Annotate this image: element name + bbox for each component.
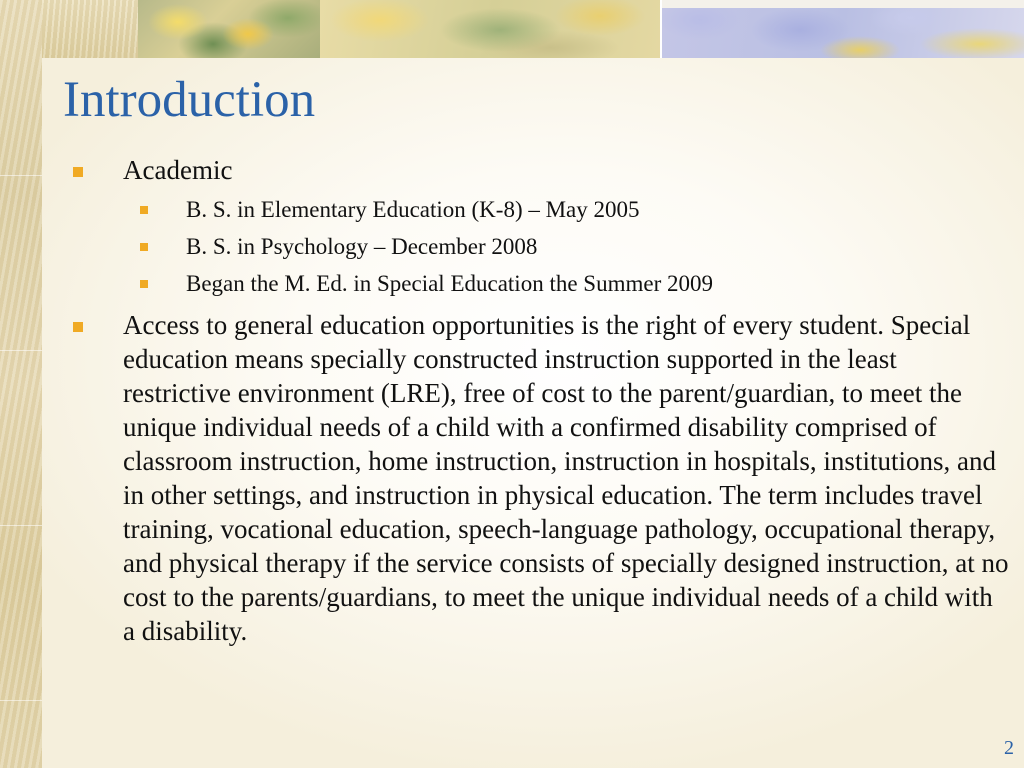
bullet-text: Access to general education opportunities is the right of every student. Special education means specially constructed instruction supported in the least restrictive environment (LRE), free of cost to the parent/guardian, to meet the unique individual needs of a child with a confirmed disability comprised of classroom instruction, home instruction, instruction in hospitals, institutions, and in other settings, and instruction in physical education. The term includes travel training, vocational education, speech-language pathology, occupational therapy, and physical therapy if the service consists of specially designed instruction, at no cost to the parents/guardians, to meet the unique individual needs of a child with a disability. xyxy=(123,310,1009,646)
square-bullet-icon xyxy=(140,280,148,288)
sub-bullet-item xyxy=(123,265,1010,302)
header-flower-image xyxy=(320,0,660,58)
sub-bullet-list xyxy=(123,191,1010,302)
sub-bullet-text: B. S. in Elementary Education (K-8) – May 2005 xyxy=(186,197,640,222)
square-bullet-icon xyxy=(73,167,83,177)
sub-bullet-text: Began the M. Ed. in Special Education the Summer 2009 xyxy=(186,271,713,296)
strip-divider xyxy=(0,700,42,701)
header-flower-image xyxy=(138,0,320,58)
header-decor-edge xyxy=(660,0,1024,8)
header-decor-panel xyxy=(42,0,138,58)
slide-title: Introduction xyxy=(63,72,316,128)
strip-divider xyxy=(0,175,42,176)
sub-bullet-item xyxy=(123,191,1010,228)
sub-bullet-item xyxy=(123,228,1010,265)
page-number: 2 xyxy=(1004,737,1014,759)
sub-bullet-text: B. S. in Psychology – December 2008 xyxy=(186,234,538,259)
bullet-item xyxy=(70,153,1010,302)
square-bullet-icon xyxy=(140,206,148,214)
bullet-list xyxy=(70,153,1010,648)
header-decor-divider xyxy=(660,0,662,58)
strip-divider xyxy=(0,525,42,526)
strip-divider xyxy=(0,350,42,351)
square-bullet-icon xyxy=(140,243,148,251)
left-decorative-strip xyxy=(0,0,43,768)
bullet-text: Academic xyxy=(123,155,233,185)
square-bullet-icon xyxy=(73,322,83,332)
header-flower-image xyxy=(660,0,1024,58)
bullet-item xyxy=(70,308,1010,648)
